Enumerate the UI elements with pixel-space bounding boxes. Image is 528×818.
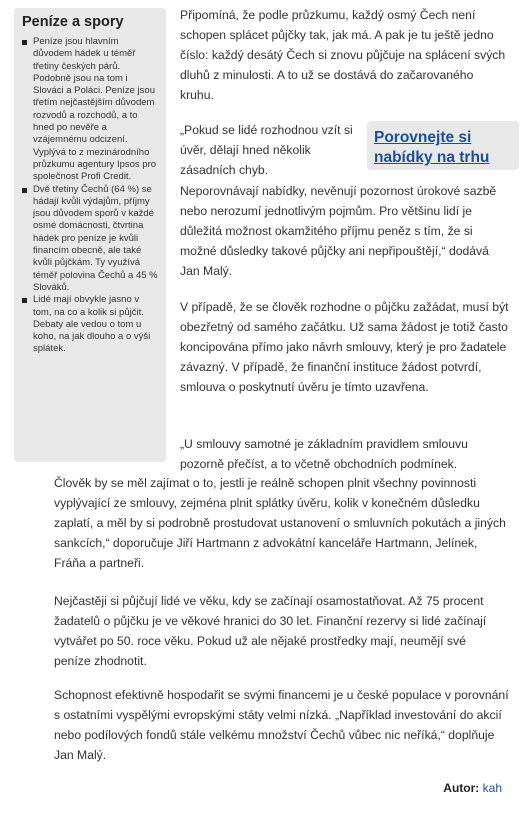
author-label: Autor: [443, 781, 480, 795]
paragraph-2-cont: Neporovnávají nabídky, nevěnují pozornost úrokové sazbě nebo nerozumí jednotlivým pojmům. Pro většinu lidí je důležitá možnost okamžitého příjmu peněz s tím, že si možné důsledky takové půjčky ani nepřipouštějí,“ dodává Jan Malý. [180, 184, 497, 278]
author-link[interactable]: kah [482, 781, 502, 795]
sidebar-item: Lidé mají obvykle jasno v tom, na co a kolik si půjčit. Debaty ale vedou o tom u koho, na jak dlouho a o výši splátek. [22, 294, 160, 355]
promo-box [367, 121, 519, 170]
paragraph-1: Připomíná, že podle průzkumu, každý osmý Čech není schopen splácet půjčky tak, jak má. A pak je tu ještě jedno číslo: každý desátý Čech si znovu půjčuje na splácení svých dluhů z minulosti. A to už se dostává do začarovaného kruhu. [180, 8, 506, 102]
paragraph-3: V případě, že se člověk rozhodne o půjčku zažádat, musí být obezřetný od samého začátku. Už sama žádost je totiž často koncipována přímo jako návrh smlouvy, který je pro žadatele závazný. V případě, že finanční instituce žádost potvrdí, smlouva o poskytnutí úvěru je tímto uzavřena. [180, 300, 509, 394]
author-line [443, 781, 502, 795]
paragraph-6: Schopnost efektivně hospodařit se svými financemi je u české populace v porovnání s ostatními vyspělými evropskými státy velmi nízká. „Například investování do akcií nebo podílových fondů stále velkému množství Čechů vůbec nic neříká,“ doplňuje Jan Malý. [54, 688, 509, 762]
compare-offers-link[interactable]: Porovnejte si nabídky na trhu [374, 129, 490, 166]
paragraph-2-quote: „Pokud se lidé rozhodnou vzít si úvěr, dělají hned několik zásadních chyb. [180, 123, 353, 177]
sidebar-title: Peníze a spory [22, 14, 124, 30]
sidebar-item: Dvě třetiny Čechů (64 %) se hádají kvůli výdajům, příjmy jsou důvodem sporů v každé osmé domácnosti, čtvrtina hádek pro peníze je kvůli financím obecně, ale také kvůli půjčkám. Ty využívá téměř polovina Čechů a 45 % Slováků. [22, 184, 160, 295]
sidebar-item: Peníze jsou hlavním důvodem hádek u téměř třetiny českých párů. Podobně jsou na tom i Slováci a Poláci. Peníze jsou třetím nejčastějším důvodem rozvodů a rozchodů, a to hned po nevěře a vzájemnému odcizení. Vyplývá to z mezinárodního průzkumu agentury Ipsos pro společnost Profi Credit. [22, 36, 160, 184]
paragraph-5: Nejčastěji si půjčují lidé ve věku, kdy se začínají osamostatňovat. Až 75 procent žadatelů o půjčku je ve věkové hranici do 30 let. Finanční rezervy si lidé začínají vytvářet po 50. roce věku. Pokud už ale nějaké prostředky mají, neumějí své peníze zhodnotit. [54, 594, 487, 668]
sidebar-box [14, 8, 166, 462]
paragraph-4-cont: Člověk by se měl zajímat o to, jestli je reálně schopen plnit všechny povinnosti vyplývající ze smlouvy, zejména plnit splátky úvěru, kolik v konečném důsledku zaplatí, a měl by si podrobně prostudovat ustanovení o smluvních pokutách a jiných sankcích,“ doporučuje Jiří Hartmann z advokátní kanceláře Hartmann, Jelínek, Fráňa a partneři. [54, 476, 506, 570]
sidebar-list [22, 36, 160, 356]
paragraph-4-quote: „U smlouvy samotné je základním pravidlem smlouvu pozorně přečíst, a to včetně obchodních podmínek. [180, 437, 468, 471]
